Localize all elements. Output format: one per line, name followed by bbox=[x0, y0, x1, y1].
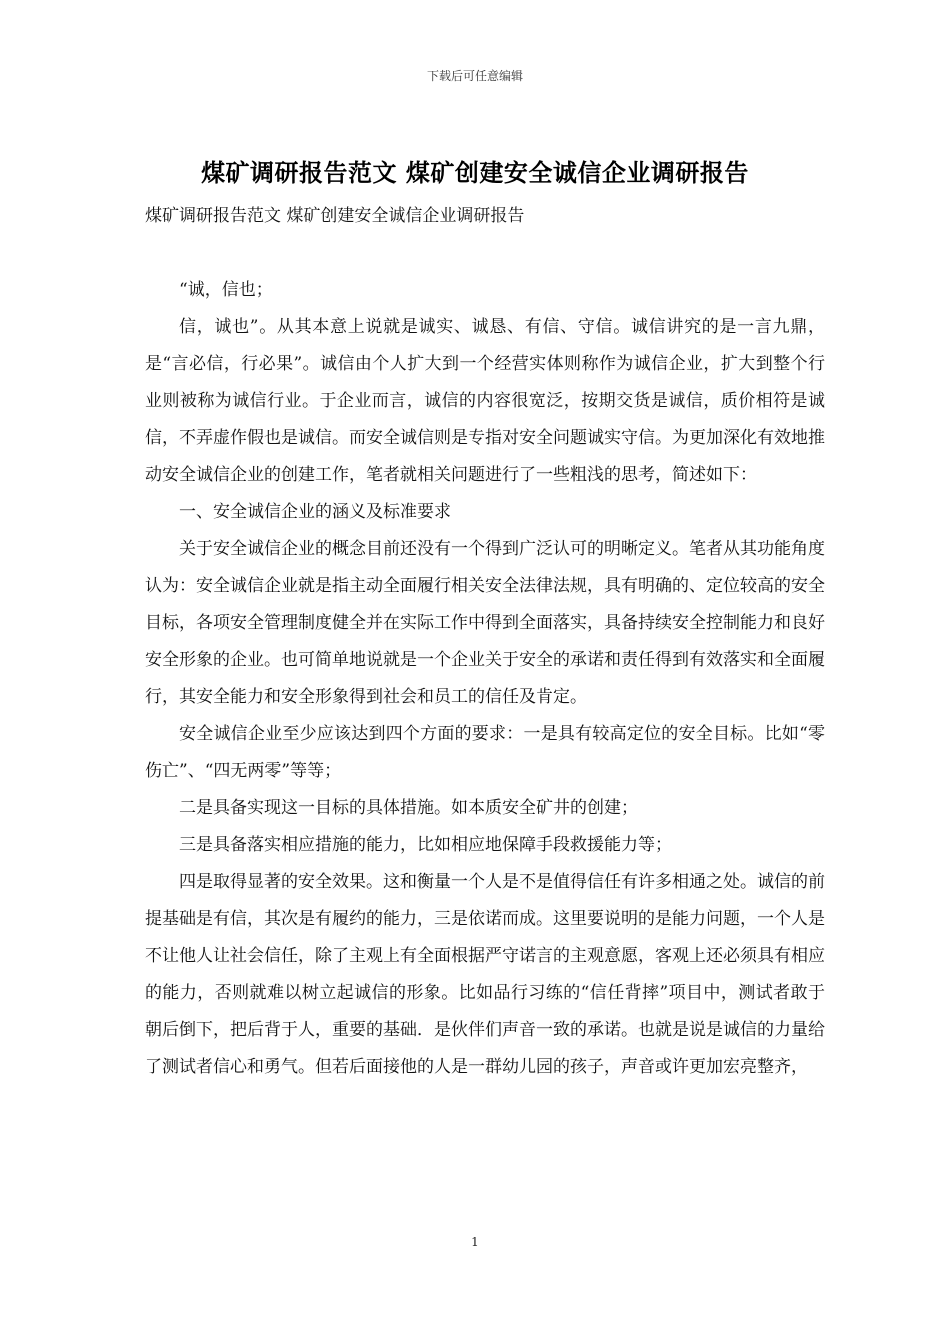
paragraph: 关于安全诚信企业的概念目前还没有一个得到广泛认可的明晰定义。笔者从其功能角度认为：安全诚信企业就是指主动全面履行相关安全法律法规，具有明确的、定位较高的安全目标，各项安全管理制度健全并在实际工作中得到全面落实，具备持续安全控制能力和良好安全形象的企业。也可简单地说就是一个企业关于安全的承诺和责任得到有效落实和全面履行，其安全能力和安全形象得到社会和员工的信任及肯定。 bbox=[145, 539, 825, 707]
paragraph: 安全诚信企业至少应该达到四个方面的要求：一是具有较高定位的安全目标。比如“零伤亡”、“四无两零”等等； bbox=[145, 724, 825, 781]
page-number: 1 bbox=[471, 1235, 479, 1249]
document-body bbox=[145, 272, 825, 1086]
paragraph: 二是具备实现这一目标的具体措施。如本质安全矿井的创建； bbox=[179, 798, 638, 818]
paragraph: 四是取得显著的安全效果。这和衡量一个人是不是值得信任有许多相通之处。诚信的前提基础是有信，其次是有履约的能力，三是依诺而成。这里要说明的是能力问题，一个人是不让他人让社会信任，除了主观上有全面根据严守诺言的主观意愿，客观上还必须具有相应的能力，否则就难以树立起诚信的形象。比如品行习练的“信任背摔”项目中，测试者敢于朝后倒下，把后背于人，重要的基础．是伙伴们声音一致的承诺。也就是说是诚信的力量给了测试者信心和勇气。但若后面接他的人是一群幼儿园的孩子，声音或许更加宏亮整齐， bbox=[145, 872, 825, 1077]
section-heading: 一、安全诚信企业的涵义及标准要求 bbox=[179, 502, 451, 522]
paragraph: “诚，信也； bbox=[179, 280, 273, 300]
paragraph: 三是具备落实相应措施的能力，比如相应地保障手段救援能力等； bbox=[179, 835, 672, 855]
paragraph: 信，诚也”。从其本意上说就是诚实、诚恳、有信、守信。诚信讲究的是一言九鼎，是“言必信，行必果”。诚信由个人扩大到一个经营实体则称作为诚信企业，扩大到整个行业则被称为诚信行业。于企业而言，诚信的内容很宽泛，按期交货是诚信，质价相符是诚信，不弄虚作假也是诚信。而安全诚信则是专指对安全问题诚实守信。为更加深化有效地推动安全诚信企业的创建工作，笔者就相关问题进行了一些粗浅的思考，简述如下： bbox=[145, 317, 825, 485]
document-subtitle: 煤矿调研报告范文 煤矿创建安全诚信企业调研报告 bbox=[145, 206, 525, 226]
header-note: 下载后可任意编辑 bbox=[426, 69, 523, 83]
document-title: 煤矿调研报告范文 煤矿创建安全诚信企业调研报告 bbox=[201, 159, 749, 187]
